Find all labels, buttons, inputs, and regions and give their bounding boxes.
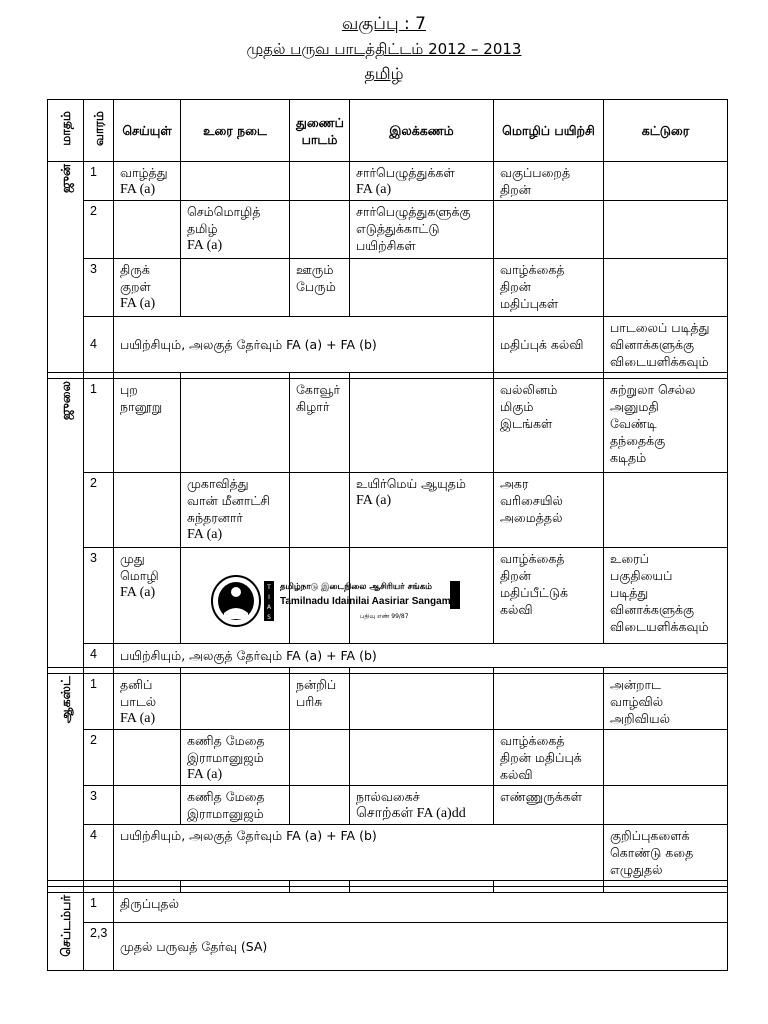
logo-english-text: Tamilnadu Idainilai Aasiriar Sangam [280, 596, 451, 607]
cell-line: சொற்கள் FA (a)dd [356, 806, 466, 821]
cell-line: செம்மொழித் [187, 204, 261, 219]
week-number: 1 [84, 893, 114, 923]
cell-line: FA (a) [187, 238, 223, 253]
combined-cell: பயிற்சியும், அலகுத் தேர்வும் FA (a) + FA (b) [114, 317, 494, 373]
cell-line: சுற்றுலா செல்ல [610, 382, 696, 397]
cell-line: திறன் [500, 279, 531, 294]
table-row [48, 893, 728, 923]
logo-tamil-text: தமிழ்நாடு இடைநிலை ஆசிரியர் சங்கம் [280, 582, 432, 592]
cell-line: எடுத்துக்காட்டு [356, 221, 440, 236]
cell-line: FA (a) [187, 527, 223, 542]
cell-line: மிகும் [500, 399, 534, 414]
grammar-cell [350, 786, 494, 825]
cell-line: கொண்டு கதை [610, 845, 694, 860]
cell-line: புற [120, 382, 138, 397]
cell-line: தமிழ் [187, 221, 218, 236]
table-row [48, 317, 728, 373]
cell-line: கடிதம் [610, 450, 647, 465]
svg-text:I: I [268, 594, 270, 601]
svg-text:T: T [267, 584, 271, 591]
table-row [48, 473, 728, 548]
supplementary-cell [290, 379, 350, 473]
table-row [48, 923, 728, 971]
practice-cell: மதிப்புக் கல்வி [494, 317, 604, 373]
cell-line: முகாவித்து [187, 476, 249, 491]
cell-line: திருக் [120, 262, 150, 277]
cell-line: FA (a) [120, 711, 156, 726]
col-essay: கட்டுரை [604, 100, 728, 162]
cell-line: பகுதியைப் [610, 568, 673, 583]
cell-line: விடையளிக்கவும் [610, 354, 709, 369]
month-august: ஆகஸ்ட் [48, 674, 84, 881]
cell-line: கோவூர் [296, 382, 341, 397]
cell-line: FA (a) [120, 182, 156, 197]
cell-line: திறன் [500, 182, 531, 197]
week-number: 4 [84, 644, 114, 668]
cell-line: இடங்கள் [500, 416, 553, 431]
class-title: வகுப்பு : 7 [342, 14, 426, 34]
cell-line: குறள் [120, 279, 151, 294]
col-week: வாரம் [84, 100, 114, 162]
col-month: மாதம் [48, 100, 84, 162]
cell-line: பாடலைப் படித்து [610, 320, 710, 335]
cell-line: FA (a) [356, 493, 392, 508]
cell-line: விடையளிக்கவும் [610, 619, 709, 634]
essay-cell [604, 379, 728, 473]
col-supplementary: துணைப் பாடம் [290, 100, 350, 162]
cell-line: வாழ்வில் [610, 694, 664, 709]
table-row [48, 259, 728, 317]
col-grammar: இலக்கணம் [350, 100, 494, 162]
cell-line: எழுதுதல் [610, 862, 663, 877]
cell-line: கணித மேதை [187, 733, 265, 748]
practice-cell [494, 548, 604, 644]
header-row [48, 100, 728, 162]
col-language-practice: மொழிப் பயிற்சி [494, 100, 604, 162]
grammar-cell [350, 162, 494, 201]
cell-line: FA (a) [356, 182, 392, 197]
term-title: முதல் பருவ பாடத்திட்டம் 2012 – 2013 [246, 40, 522, 58]
cell-line: அறிவியல் [610, 711, 670, 726]
cell-line: ஊரும் [296, 262, 334, 277]
combined-cell: பயிற்சியும், அலகுத் தேர்வும் FA (a) + FA (b) [114, 644, 728, 668]
cell-line: FA (a) [120, 296, 156, 311]
essay-cell [604, 548, 728, 644]
cell-line: முது [120, 551, 145, 566]
week-number: 1 [84, 674, 114, 730]
poetry-cell [114, 548, 181, 644]
cell-line: சார்பெழுத்துகளுக்கு [356, 204, 471, 219]
table-row [48, 379, 728, 473]
practice-cell [494, 730, 604, 786]
cell-line: வகுப்பறைத் [500, 165, 571, 180]
cell-line: அன்றாட [610, 677, 662, 692]
poetry-cell [114, 379, 181, 473]
prose-cell [181, 201, 290, 259]
cell-line: அனுமதி [610, 399, 659, 414]
week-number: 4 [84, 317, 114, 373]
cell-line: பாடல் [120, 694, 157, 709]
table-row [48, 674, 728, 730]
table-row [48, 825, 728, 881]
cell-line: FA (a) [187, 767, 223, 782]
week-number: 3 [84, 548, 114, 644]
week-number: 2 [84, 201, 114, 259]
logo-reg-text: பதிவு எண் 99/87 [360, 613, 409, 620]
prose-cell [181, 730, 290, 786]
cell-line: அமைத்தல் [500, 510, 563, 525]
cell-line: வாழ்க்கைத் [500, 733, 565, 748]
cell-line: மதிப்புகள் [500, 296, 559, 311]
practice-cell [494, 259, 604, 317]
prose-cell [181, 786, 290, 825]
table-row [48, 162, 728, 201]
cell-line: வரிசையில் [500, 493, 563, 508]
week-number: 2 [84, 473, 114, 548]
cell-line: இராமானுஜம் [187, 750, 264, 765]
cell-line: கணித மேதை [187, 789, 265, 804]
cell-line: பேரும் [296, 279, 336, 294]
cell-line: வினாக்களுக்கு [610, 602, 695, 617]
cell-line: வேண்டி [610, 416, 657, 431]
cell-line: அகர [500, 476, 529, 491]
revision-cell: திருப்புதல் [114, 893, 728, 923]
cell-line: திறன் [500, 568, 531, 583]
month-june: ஜுன் [48, 162, 84, 373]
week-number: 2 [84, 730, 114, 786]
poetry-cell [114, 162, 181, 201]
cell-line: நால்வகைச் [356, 789, 420, 804]
cell-line: படித்து [610, 585, 649, 600]
table-row [48, 201, 728, 259]
cell-line: தந்தைக்கு [610, 433, 666, 448]
cell-line: கல்வி [500, 602, 533, 617]
cell-line: நன்றிப் [296, 677, 337, 692]
week-number: 3 [84, 259, 114, 317]
practice-cell [494, 473, 604, 548]
association-logo [210, 573, 464, 629]
subject-title: தமிழ் [364, 64, 404, 83]
cell-line: சுந்தரனார் [187, 510, 243, 525]
cell-line: கிழார் [296, 399, 330, 414]
cell-line: வினாக்களுக்கு [610, 337, 695, 352]
exam-cell: முதல் பருவத் தேர்வு (SA) [114, 923, 728, 971]
cell-line: FA (a) [120, 585, 156, 600]
supplementary-cell [290, 259, 350, 317]
essay-cell [604, 317, 728, 373]
week-number: 3 [84, 786, 114, 825]
cell-line: திறன் மதிப்புக் [500, 750, 582, 765]
cell-line: இராமானுஜம் [187, 806, 264, 821]
table-row [48, 644, 728, 668]
table-row [48, 730, 728, 786]
cell-line: மதிப்பீட்டுக் [500, 585, 569, 600]
supplementary-cell [290, 674, 350, 730]
poetry-cell [114, 259, 181, 317]
grammar-cell [350, 201, 494, 259]
month-july: ஜுலை [48, 379, 84, 668]
syllabus-table [47, 99, 728, 971]
cell-line: மொழி [120, 568, 159, 583]
col-poetry: செய்யுள் [114, 100, 181, 162]
cell-line: நானூறு [120, 399, 163, 414]
week-number: 4 [84, 825, 114, 881]
week-number: 1 [84, 162, 114, 201]
essay-cell [604, 674, 728, 730]
essay-cell [604, 825, 728, 881]
col-prose: உரை நடை [181, 100, 290, 162]
cell-line: வான் மீனாட்சி [187, 493, 271, 508]
week-number: 1 [84, 379, 114, 473]
cell-line: குறிப்புகளைக் [610, 828, 690, 843]
practice-cell: எண்ணுருக்கள் [494, 786, 604, 825]
cell-line: பயிற்சிகள் [356, 238, 416, 253]
svg-text:S: S [267, 614, 271, 621]
cell-line: வாழ்க்கைத் [500, 262, 565, 277]
practice-cell [494, 162, 604, 201]
grammar-cell [350, 473, 494, 548]
combined-cell: பயிற்சியும், அலகுத் தேர்வும் FA (a) + FA (b) [114, 825, 604, 881]
cell-line: சார்பெழுத்துக்கள் [356, 165, 455, 180]
week-number: 2,3 [84, 923, 114, 971]
cell-line: தனிப் [120, 677, 153, 692]
cell-line: வாழ்த்து [120, 165, 168, 180]
cell-line: வாழ்க்கைத் [500, 551, 565, 566]
table-row [48, 786, 728, 825]
cell-line: பரிசு [296, 694, 323, 709]
cell-line: உரைப் [610, 551, 649, 566]
prose-cell [181, 473, 290, 548]
cell-line: உயிர்மெய் ஆயுதம் [356, 476, 466, 491]
poetry-cell [114, 674, 181, 730]
cell-line: கல்வி [500, 767, 533, 782]
svg-text:A: A [266, 604, 272, 611]
month-september: செப்டம்பர் [48, 893, 84, 971]
practice-cell [494, 379, 604, 473]
cell-line: வல்லினம் [500, 382, 558, 397]
